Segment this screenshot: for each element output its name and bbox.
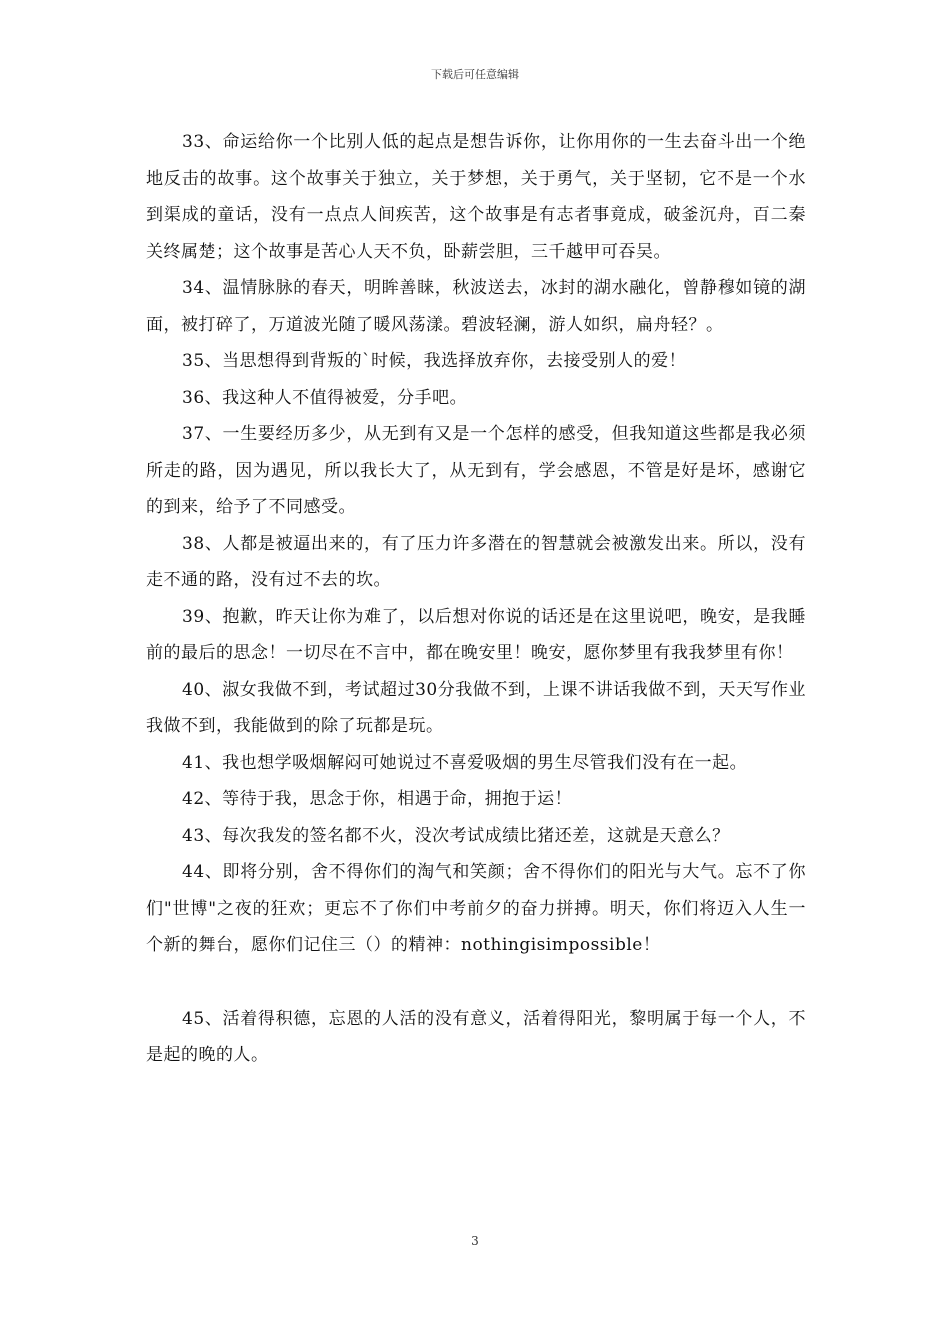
page-header: 下载后可任意编辑 bbox=[431, 68, 519, 81]
page-number: 3 bbox=[471, 1234, 479, 1248]
paragraph-43: 43、每次我发的签名都不火，没次考试成绩比猪还差，这就是天意么？ bbox=[182, 825, 730, 846]
paragraph-45: 45、活着得积德，忘恩的人活的没有意义，活着得阳光，黎明属于每一个人，不是起的晚的人。 bbox=[146, 1008, 806, 1065]
paragraph-39: 39、抱歉，昨天让你为难了，以后想对你说的话还是在这里说吧，晚安，是我睡前的最后的思念！一切尽在不言中，都在晚安里！晚安，愿你梦里有我我梦里有你！ bbox=[146, 606, 806, 663]
paragraph-44: 44、即将分别，舍不得你们的淘气和笑颜；舍不得你们的阳光与大气。忘不了你们"世博"之夜的狂欢；更忘不了你们中考前夕的奋力拼搏。明天，你们将迈入人生一个新的舞台，愿你们记住三（）的精神：nothingisimpossible！ bbox=[146, 862, 806, 955]
paragraph-42: 42、等待于我，思念于你，相遇于命，拥抱于运！ bbox=[182, 789, 573, 809]
paragraph-38: 38、人都是被逼出来的，有了压力许多潜在的智慧就会被激发出来。所以，没有走不通的路，没有过不去的坎。 bbox=[146, 533, 806, 590]
paragraph-34: 34、温情脉脉的春天，明眸善睐，秋波送去，冰封的湖水融化，曾静穆如镜的湖面，被打碎了，万道波光随了暖风荡漾。碧波轻澜，游人如织，扁舟轻？。 bbox=[146, 278, 806, 335]
paragraph-41: 41、我也想学吸烟解闷可她说过不喜爱吸烟的男生尽管我们没有在一起。 bbox=[182, 752, 748, 773]
document-body bbox=[146, 124, 806, 1074]
paragraph-35: 35、当思想得到背叛的`时候，我选择放弃你，去接受别人的爱！ bbox=[182, 351, 687, 371]
paragraph-40: 40、淑女我做不到，考试超过30分我做不到，上课不讲话我做不到，天天写作业我做不到，我能做到的除了玩都是玩。 bbox=[146, 679, 806, 736]
paragraph-33: 33、命运给你一个比别人低的起点是想告诉你，让你用你的一生去奋斗出一个绝地反击的故事。这个故事关于独立，关于梦想，关于勇气，关于坚韧，它不是一个水到渠成的童话，没有一点点人间疾苦，这个故事是有志者事竟成，破釜沉舟，百二秦关终属楚；这个故事是苦心人天不负，卧薪尝胆，三千越甲可吞吴。 bbox=[146, 132, 806, 262]
paragraph-37: 37、一生要经历多少，从无到有又是一个怎样的感受，但我知道这些都是我必须所走的路，因为遇见，所以我长大了，从无到有，学会感恩，不管是好是坏，感谢它的到来，给予了不同感受。 bbox=[146, 424, 806, 517]
paragraph-36: 36、我这种人不值得被爱，分手吧。 bbox=[182, 387, 468, 408]
